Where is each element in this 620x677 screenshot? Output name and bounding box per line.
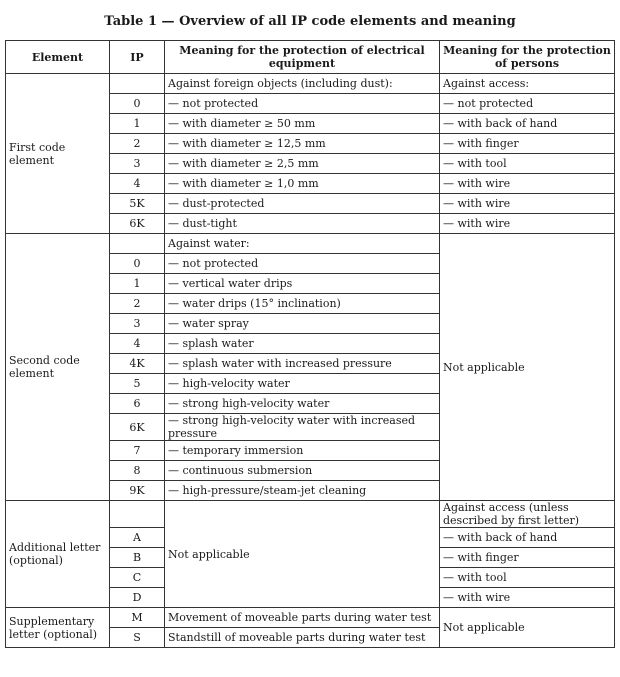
ip-cell: S (110, 628, 165, 648)
table-caption: Table 1 — Overview of all IP code elements and meaning (104, 14, 516, 29)
ip-cell: 4K (110, 354, 165, 374)
persons-cell: — not protected (440, 94, 615, 114)
additional-equip-cell: Not applicable (165, 501, 440, 608)
equip-cell: — dust-tight (165, 214, 440, 234)
header-equipment: Meaning for the protection of electrical equipment (165, 41, 440, 74)
persons-cell: Against access (unless described by first letter) (440, 501, 615, 528)
equip-cell: — splash water (165, 334, 440, 354)
equip-cell: — with diameter ≥ 1,0 mm (165, 174, 440, 194)
equip-cell: Against foreign objects (including dust): (165, 74, 440, 94)
persons-cell: — with finger (440, 134, 615, 154)
ip-cell: 5 (110, 374, 165, 394)
ip-cell (110, 234, 165, 254)
persons-cell: — with wire (440, 588, 615, 608)
table-row (6, 74, 615, 94)
ip-cell: 2 (110, 294, 165, 314)
equip-cell: — splash water with increased pressure (165, 354, 440, 374)
additional-element-label: Additional letter (optional) (6, 501, 110, 608)
ip-cell: 3 (110, 314, 165, 334)
persons-cell: — with tool (440, 568, 615, 588)
ip-cell: M (110, 608, 165, 628)
table-row (6, 234, 615, 254)
ip-cell: 2 (110, 134, 165, 154)
persons-cell: — with wire (440, 194, 615, 214)
header-persons: Meaning for the protection of persons (440, 41, 615, 74)
equip-cell: — high-pressure/steam-jet cleaning (165, 481, 440, 501)
ip-cell: D (110, 588, 165, 608)
ip-cell: 6 (110, 394, 165, 414)
equip-cell: — not protected (165, 254, 440, 274)
equip-cell: — continuous submersion (165, 461, 440, 481)
equip-cell: — high-velocity water (165, 374, 440, 394)
header-element: Element (6, 41, 110, 74)
equip-cell: — with diameter ≥ 2,5 mm (165, 154, 440, 174)
ip-cell: 0 (110, 94, 165, 114)
persons-cell: — with back of hand (440, 528, 615, 548)
equip-cell: — dust-protected (165, 194, 440, 214)
ip-cell: 1 (110, 274, 165, 294)
second-persons-cell: Not applicable (440, 234, 615, 501)
ip-cell: 7 (110, 441, 165, 461)
persons-cell: — with tool (440, 154, 615, 174)
equip-cell: — temporary immersion (165, 441, 440, 461)
ip-cell: C (110, 568, 165, 588)
ip-cell: A (110, 528, 165, 548)
ip-cell: 5K (110, 194, 165, 214)
equip-cell: — with diameter ≥ 50 mm (165, 114, 440, 134)
ip-cell: 4 (110, 334, 165, 354)
ip-cell: 3 (110, 154, 165, 174)
ip-cell: 8 (110, 461, 165, 481)
ip-cell: 6K (110, 214, 165, 234)
ip-cell: 0 (110, 254, 165, 274)
first-element-label: First code element (6, 74, 110, 234)
supplementary-persons-cell: Not applicable (440, 608, 615, 648)
persons-cell: — with finger (440, 548, 615, 568)
table-row (6, 501, 615, 528)
ip-cell (110, 74, 165, 94)
persons-cell: Against access: (440, 74, 615, 94)
persons-cell: — with wire (440, 214, 615, 234)
equip-cell: — water spray (165, 314, 440, 334)
ip-code-table (5, 40, 615, 648)
ip-cell: B (110, 548, 165, 568)
equip-cell: — vertical water drips (165, 274, 440, 294)
ip-cell: 9K (110, 481, 165, 501)
equip-cell: — strong high-velocity water with increased pressure (165, 414, 440, 441)
equip-cell: — with diameter ≥ 12,5 mm (165, 134, 440, 154)
header-row (6, 41, 615, 74)
equip-cell: — not protected (165, 94, 440, 114)
ip-cell: 6K (110, 414, 165, 441)
ip-cell: 1 (110, 114, 165, 134)
equip-cell: Against water: (165, 234, 440, 254)
supplementary-element-label: Supplementary letter (optional) (6, 608, 110, 648)
equip-cell: — strong high-velocity water (165, 394, 440, 414)
persons-cell: — with back of hand (440, 114, 615, 134)
table-row (6, 608, 615, 628)
equip-cell: Standstill of moveable parts during water test (165, 628, 440, 648)
ip-cell (110, 501, 165, 528)
header-ip: IP (110, 41, 165, 74)
equip-cell: — water drips (15° inclination) (165, 294, 440, 314)
persons-cell: — with wire (440, 174, 615, 194)
equip-cell: Movement of moveable parts during water test (165, 608, 440, 628)
ip-cell: 4 (110, 174, 165, 194)
second-element-label: Second code element (6, 234, 110, 501)
